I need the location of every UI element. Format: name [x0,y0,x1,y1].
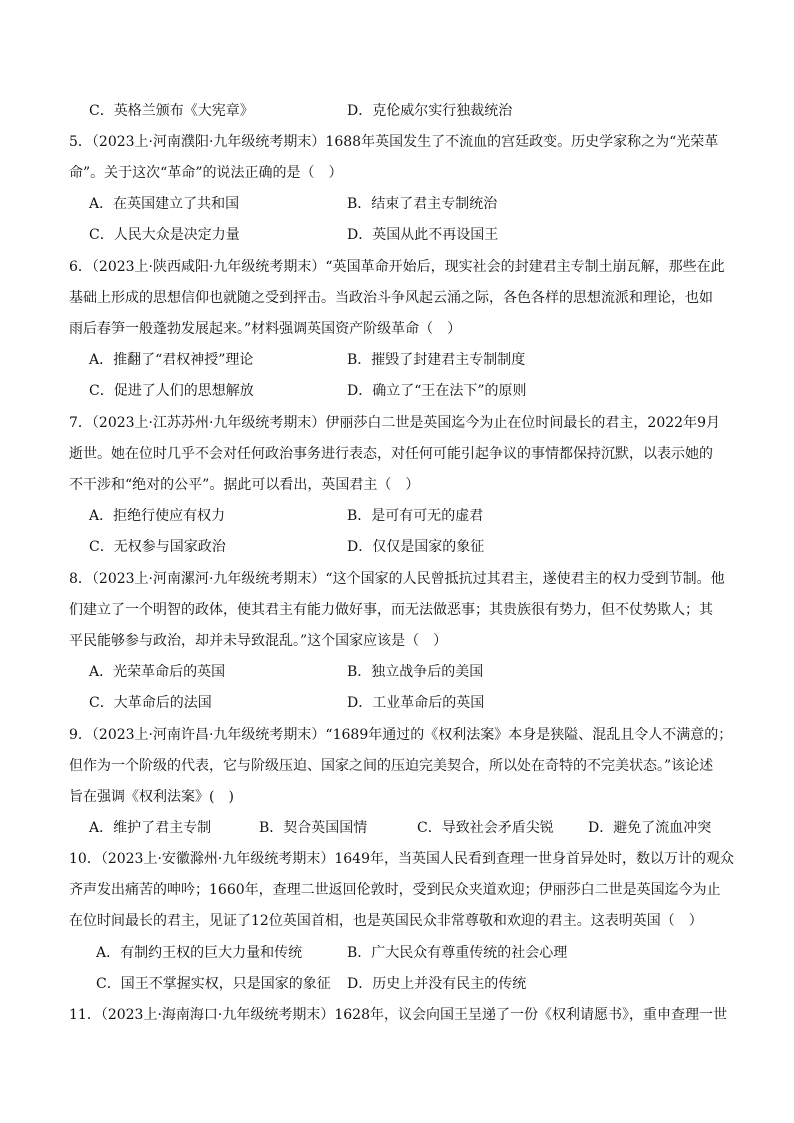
q9-stem-line-3: 旨在强调《权利法案》( ) [69,789,234,805]
q7-option-b: B．是可有可无的虚君 [347,508,484,524]
q8-option-c: C．大革命后的法国 [89,695,212,711]
q6-option-d: D．确立了“王在法下”的原则 [347,383,527,399]
q5-option-d: D．英国从此不再设国王 [347,227,499,243]
q8-stem-line-3: 平民能够参与政治，却并未导致混乱。”这个国家应该是（ ） [69,633,448,649]
q6-stem-line-2: 基础上形成的思想信仰也就随之受到抨击。当政治斗争风起云涌之际，各色各样的思想流派和理论，也如 [69,290,713,306]
q10-option-b: B．广大民众有尊重传统的社会心理 [347,945,568,961]
q7-option-c: C．无权参与国家政治 [89,539,226,555]
q8-stem-line-2: 们建立了一个明智的政体，使其君主有能力做好事，而无法做恶事；其贵族很有势力，但不仗势欺人；其 [69,602,713,618]
q6-stem-line-1: 6．（2023上·陕西咸阳·九年级统考期末）“英国革命开始后，现实社会的封建君主专制土崩瓦解，那些在此 [69,259,725,275]
q6-stem-line-3: 雨后春笋一般蓬勃发展起来。”材料强调英国资产阶级革命（ ） [69,321,462,337]
q7-option-d: D．仅仅是国家的象征 [347,539,485,555]
q10-option-c: C．国王不掌握实权，只是国家的象征 [96,976,331,992]
q5-option-c: C．人民大众是决定力量 [89,227,240,243]
q4-option-d: D．克伦威尔实行独裁统治 [347,103,513,119]
q10-stem-line-1: 10．（2023上·安徽滁州·九年级统考期末）1649年，当英国人民看到查理一世身首异处时，数以万计的观众 [69,851,734,867]
q4-option-c: C．英格兰颁布《大宪章》 [89,103,254,119]
q7-stem-line-1: 7．（2023上·江苏苏州·九年级统考期末）伊丽莎白二世是英国迄今为止在位时间最长的君主，2022年9月 [69,415,720,431]
q8-option-a: A．光荣革命后的英国 [89,664,226,680]
q6-option-b: B．摧毁了封建君主专制制度 [347,352,526,368]
q8-stem-line-1: 8．（2023上·河南漯河·九年级统考期末）“这个国家的人民曾抵抗过其君主，遂使君主的权力受到节制。他 [69,571,725,587]
q11-stem-line-1: 11．（2023上·海南海口·九年级统考期末）1628年，议会向国王呈递了一份《权利请愿书》，重申查理一世 [69,1007,727,1023]
q6-option-c: C．促进了人们的思想解放 [89,383,254,399]
q6-option-a: A．推翻了“君权神授”理论 [89,352,254,368]
q9-option-c: C．导致社会矛盾尖锐 [417,820,554,836]
q10-stem-line-2: 齐声发出痛苦的呻吟；1660年，查理二世返回伦敦时，受到民众夹道欢迎；伊丽莎白二世是英国迄今为止 [69,882,721,898]
q7-stem-line-3: 不干涉和“绝对的公平”。据此可以看出，英国君主（ ） [69,477,420,493]
q5-stem-line-2: 命”。关于这次“革命”的说法正确的是（ ） [69,165,343,181]
q5-option-b: B．结束了君主专制统治 [347,196,498,212]
q10-option-d: D．历史上并没有民主的传统 [347,976,527,992]
q7-option-a: A．拒绝行使应有权力 [89,508,226,524]
q10-option-a: A．有制约王权的巨大力量和传统 [96,945,303,961]
q10-stem-line-3: 在位时间最长的君主，见证了12位英国首相，也是英国民众非常尊敬和欢迎的君主。这表明英国（ ） [69,913,703,929]
q9-stem-line-2: 但作为一个阶级的代表，它与阶级压迫、国家之间的压迫完美契合，所以处在奇特的不完美状态。”该论述 [69,758,714,774]
q9-option-d: D．避免了流血冲突 [588,820,712,836]
q9-stem-line-1: 9．（2023上·河南许昌·九年级统考期末）“1689年通过的《权利法案》本身是狭隘、混乱且令人不满意的； [69,727,733,743]
q5-option-a: A．在英国建立了共和国 [89,196,240,212]
q9-option-b: B．契合英国国情 [259,820,368,836]
q7-stem-line-2: 逝世。她在位时几乎不会对任何政治事务进行表态，对任何可能引起争议的事情都保持沉默，以表示她的 [69,446,713,462]
q9-option-a: A．维护了君主专制 [89,820,212,836]
q5-stem-line-1: 5．（2023上·河南濮阳·九年级统考期末）1688年英国发生了不流血的宫廷政变。历史学家称之为“光荣革 [69,134,719,150]
q8-option-d: D．工业革命后的英国 [347,695,485,711]
q8-option-b: B．独立战争后的美国 [347,664,484,680]
